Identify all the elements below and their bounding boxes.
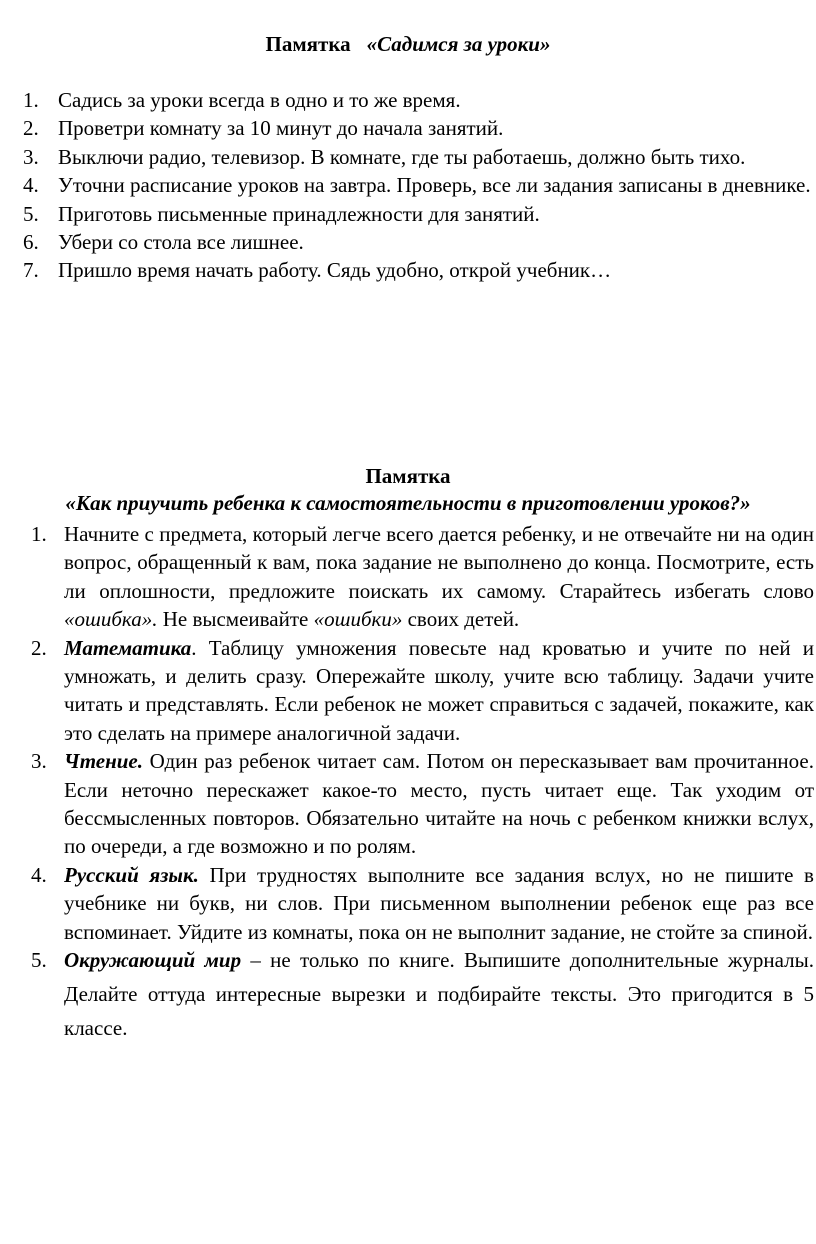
list-item xyxy=(0,861,816,946)
list-item xyxy=(0,200,816,228)
item-number: 4. xyxy=(31,862,47,887)
item-number: 1. xyxy=(23,88,39,112)
item-text: Не высмеивайте xyxy=(157,607,314,632)
item-number: 4. xyxy=(23,173,39,198)
memo2-subtitle: «Как приучить ребенка к самостоятельности в приготовлении уроков?» xyxy=(65,491,751,515)
list-item xyxy=(0,634,816,748)
item-heading: Русский язык. xyxy=(64,862,199,887)
item-heading: Математика xyxy=(64,635,192,660)
list-item xyxy=(0,171,816,199)
item-number: 1. xyxy=(31,522,47,546)
item-text: Выключи радио, телевизор. В комнате, где ты работаешь, должно быть тихо. xyxy=(58,144,746,169)
item-text: . Таблицу умножения повесьте над кроватью и учите по ней и умножать, и делить сразу. Опережайте школу, учите всю таблицу. Задачи учите читать и представлять. Если ребенок не может справиться с задачей, покажите, как это сделать на примере аналогичной задачи. xyxy=(64,635,814,745)
item-number: 5. xyxy=(31,948,47,973)
item-heading: Окружающий мир xyxy=(64,948,242,973)
list-item xyxy=(0,143,816,171)
item-number: 2. xyxy=(23,116,39,141)
memo2-title: Памятка xyxy=(365,464,451,488)
item-text: своих детей. xyxy=(402,607,520,632)
item-text: Уточни расписание уроков на завтра. Проверь, все ли задания записаны в дневнике. xyxy=(58,173,811,198)
item-text: Начните с предмета, который легче всего дается ребенку, и не отвечайте ни на один вопрос, обращенный к вам, пока задание не выполнено до конца. Посмотрите, есть ли оплошности, предложите поискать их самому. Старайтесь избегать слово xyxy=(64,522,814,603)
memo2-list xyxy=(0,520,816,1045)
item-number: 6. xyxy=(23,230,39,255)
item-italic-word: «ошибки» xyxy=(313,607,403,632)
item-text: Садись за уроки всегда в одно и то же время. xyxy=(58,88,461,112)
item-text: Проветри комнату за 10 минут до начала занятий. xyxy=(58,116,504,141)
item-number: 5. xyxy=(23,201,39,226)
item-number: 7. xyxy=(23,258,39,283)
item-italic-word: «ошибка». xyxy=(64,607,158,632)
list-item xyxy=(0,520,816,634)
list-item xyxy=(0,228,816,256)
list-item xyxy=(0,86,816,114)
list-item xyxy=(0,943,816,1045)
item-text: Убери со стола все лишнее. xyxy=(58,230,304,255)
item-number: 2. xyxy=(31,635,47,660)
item-text: Один раз ребенок читает сам. Потом он пересказывает вам прочитанное. Если неточно перескажет какое-то место, пусть читает еще. Так уходим от бессмысленных повторов. Обязательно читайте на ночь с ребенком книжки вслух, по очереди, а где возможно и по ролям. xyxy=(64,749,814,859)
memo1-title xyxy=(0,30,816,58)
memo1-title-word: Памятка xyxy=(265,32,351,56)
item-heading: Чтение. xyxy=(64,749,143,774)
list-item xyxy=(0,114,816,142)
list-item xyxy=(0,747,816,861)
item-number: 3. xyxy=(31,749,47,774)
item-text: Приготовь письменные принадлежности для занятий. xyxy=(58,201,540,226)
list-item xyxy=(0,256,816,284)
item-text: – не только по книге. Выпишите дополнительные журналы. Делайте оттуда интересные вырезки и подбирайте тексты. Это пригодится в 5 классе. xyxy=(64,948,815,1041)
item-text: Пришло время начать работу. Сядь удобно, открой учебник… xyxy=(58,258,612,283)
item-number: 3. xyxy=(23,144,39,169)
memo1-list xyxy=(0,86,816,285)
memo1-title-quote: «Садимся за уроки» xyxy=(366,32,551,56)
item-text: При трудностях выполните все задания вслух, но не пишите в учебнике ни букв, ни слов. При письменном выполнении ребенок еще раз все вспоминает. Уйдите из комнаты, пока он не выполнит задание, не стойте за спиной. xyxy=(64,862,814,944)
